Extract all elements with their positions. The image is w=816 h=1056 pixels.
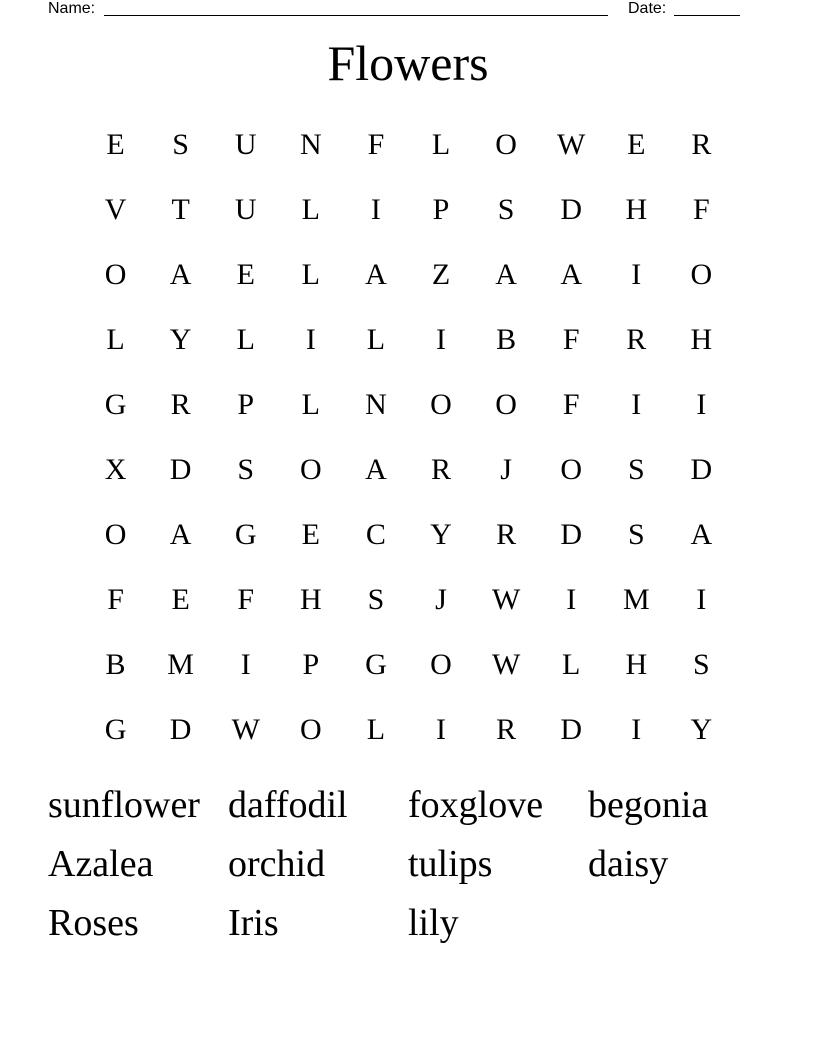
grid-cell[interactable]: G [234, 517, 257, 551]
letter-grid [83, 112, 734, 762]
grid-cell[interactable]: H [625, 192, 648, 226]
date-label: Date: [628, 0, 667, 17]
word-list-item: foxglove [408, 784, 544, 826]
grid-cell[interactable]: O [495, 127, 517, 161]
grid-cell[interactable]: U [234, 127, 257, 161]
grid-cell[interactable]: L [301, 192, 320, 226]
grid-cell[interactable]: L [301, 387, 320, 421]
grid-cell[interactable]: S [627, 517, 645, 551]
grid-cell[interactable]: I [696, 582, 707, 616]
word-list-item: Iris [228, 902, 279, 944]
grid-cell[interactable]: I [566, 582, 577, 616]
word-list-item: tulips [408, 843, 493, 885]
grid-cell[interactable]: I [370, 192, 381, 226]
word-list-item: sunflower [48, 784, 200, 826]
grid-cell[interactable]: R [626, 322, 647, 356]
grid-cell[interactable]: I [631, 712, 642, 746]
grid-cell[interactable]: O [495, 387, 517, 421]
grid-cell[interactable]: B [496, 322, 517, 356]
name-field[interactable] [104, 0, 608, 16]
grid-cell[interactable]: A [690, 517, 713, 551]
grid-cell[interactable]: C [365, 517, 386, 551]
grid-cell[interactable]: D [169, 452, 192, 486]
grid-cell[interactable]: V [104, 192, 127, 226]
grid-cell[interactable]: F [693, 192, 710, 226]
grid-cell[interactable]: I [631, 387, 642, 421]
grid-cell[interactable]: D [560, 712, 583, 746]
grid-cell[interactable]: I [696, 387, 707, 421]
grid-cell[interactable]: A [495, 257, 517, 291]
grid-cell[interactable]: E [627, 127, 646, 161]
grid-cell[interactable]: R [691, 127, 712, 161]
grid-cell[interactable]: S [627, 452, 645, 486]
grid-cell[interactable]: L [366, 322, 386, 356]
grid-cell[interactable]: H [625, 647, 648, 681]
grid-cell[interactable]: Y [430, 517, 452, 551]
grid-cell[interactable]: Y [169, 322, 192, 356]
grid-cell[interactable]: R [170, 387, 191, 421]
grid-cell[interactable]: G [104, 387, 127, 421]
grid-cell[interactable]: T [171, 192, 190, 226]
grid-cell[interactable]: L [431, 127, 451, 161]
date-field[interactable] [674, 0, 740, 16]
grid-cell[interactable]: I [240, 647, 251, 681]
name-label: Name: [48, 0, 96, 17]
word-list-item: daffodil [228, 784, 348, 826]
grid-cell[interactable]: I [631, 257, 642, 291]
grid-cell[interactable]: L [301, 257, 320, 291]
grid-cell[interactable]: P [302, 647, 320, 681]
grid-cell[interactable]: O [104, 257, 127, 291]
grid-cell[interactable]: O [430, 647, 452, 681]
grid-cell[interactable]: J [500, 452, 512, 486]
grid-cell[interactable]: L [106, 322, 125, 356]
grid-cell[interactable]: E [301, 517, 320, 551]
grid-cell[interactable]: I [436, 322, 447, 356]
grid-cell[interactable]: R [496, 517, 517, 551]
grid-cell[interactable]: E [236, 257, 255, 291]
grid-cell[interactable]: G [365, 647, 387, 681]
header-line [48, 0, 748, 20]
grid-cell[interactable]: H [690, 322, 713, 356]
grid-cell[interactable]: F [562, 387, 580, 421]
grid-cell[interactable]: W [491, 582, 521, 616]
grid-cell[interactable]: E [106, 127, 125, 161]
page-title: Flowers [327, 35, 489, 91]
grid-cell[interactable]: S [237, 452, 255, 486]
word-list [48, 777, 768, 954]
grid-cell[interactable]: F [107, 582, 124, 616]
grid-cell[interactable]: A [169, 517, 192, 551]
word-list-item: orchid [228, 843, 326, 885]
word-list-item: begonia [588, 784, 709, 826]
grid-cell[interactable]: I [305, 322, 316, 356]
grid-cell[interactable]: Z [431, 257, 451, 291]
grid-cell[interactable]: M [167, 647, 194, 681]
grid-cell[interactable]: D [560, 192, 583, 226]
grid-cell[interactable]: O [299, 712, 322, 746]
word-list-item: lily [408, 902, 459, 944]
grid-cell[interactable]: N [365, 387, 387, 421]
grid-cell[interactable]: O [104, 517, 127, 551]
grid-cell[interactable]: O [560, 452, 583, 486]
grid-cell[interactable]: D [560, 517, 583, 551]
grid-cell[interactable]: X [104, 452, 127, 486]
grid-cell[interactable]: R [431, 452, 452, 486]
grid-cell[interactable]: A [560, 257, 583, 291]
grid-cell[interactable]: R [496, 712, 517, 746]
grid-cell[interactable]: O [690, 257, 713, 291]
grid-cell[interactable]: Y [690, 712, 713, 746]
grid-cell[interactable]: P [432, 192, 450, 226]
grid-cell[interactable]: O [430, 387, 452, 421]
grid-cell[interactable]: O [299, 452, 322, 486]
grid-cell[interactable]: N [299, 127, 322, 161]
grid-cell[interactable]: U [234, 192, 257, 226]
grid-cell[interactable]: D [690, 452, 713, 486]
grid-cell[interactable]: S [497, 192, 515, 226]
grid-cell[interactable]: S [172, 127, 189, 161]
grid-cell[interactable]: S [693, 647, 710, 681]
grid-cell[interactable]: I [436, 712, 447, 746]
grid-cell[interactable]: G [104, 712, 127, 746]
grid-cell[interactable]: F [367, 127, 385, 161]
grid-cell[interactable]: S [367, 582, 385, 616]
grid-cell[interactable]: F [562, 322, 580, 356]
grid-cell[interactable]: A [169, 257, 192, 291]
grid-cell[interactable]: A [365, 452, 387, 486]
grid-cell[interactable]: F [237, 582, 255, 616]
word-list-item: Roses [48, 902, 139, 944]
grid-cell[interactable]: W [491, 647, 521, 681]
grid-cell[interactable]: L [562, 647, 581, 681]
grid-cell[interactable]: L [236, 322, 255, 356]
grid-cell[interactable]: B [105, 647, 126, 681]
grid-cell[interactable]: H [299, 582, 322, 616]
word-list-item: Azalea [48, 843, 154, 885]
grid-cell[interactable]: D [169, 712, 192, 746]
grid-cell[interactable]: J [435, 582, 447, 616]
grid-cell[interactable]: W [557, 127, 586, 161]
grid-cell[interactable]: L [366, 712, 386, 746]
grid-cell[interactable]: A [365, 257, 387, 291]
word-list-item: daisy [588, 843, 669, 885]
grid-cell[interactable]: M [622, 582, 650, 616]
grid-cell[interactable]: P [237, 387, 255, 421]
grid-cell[interactable]: E [171, 582, 190, 616]
grid-cell[interactable]: W [231, 712, 260, 746]
